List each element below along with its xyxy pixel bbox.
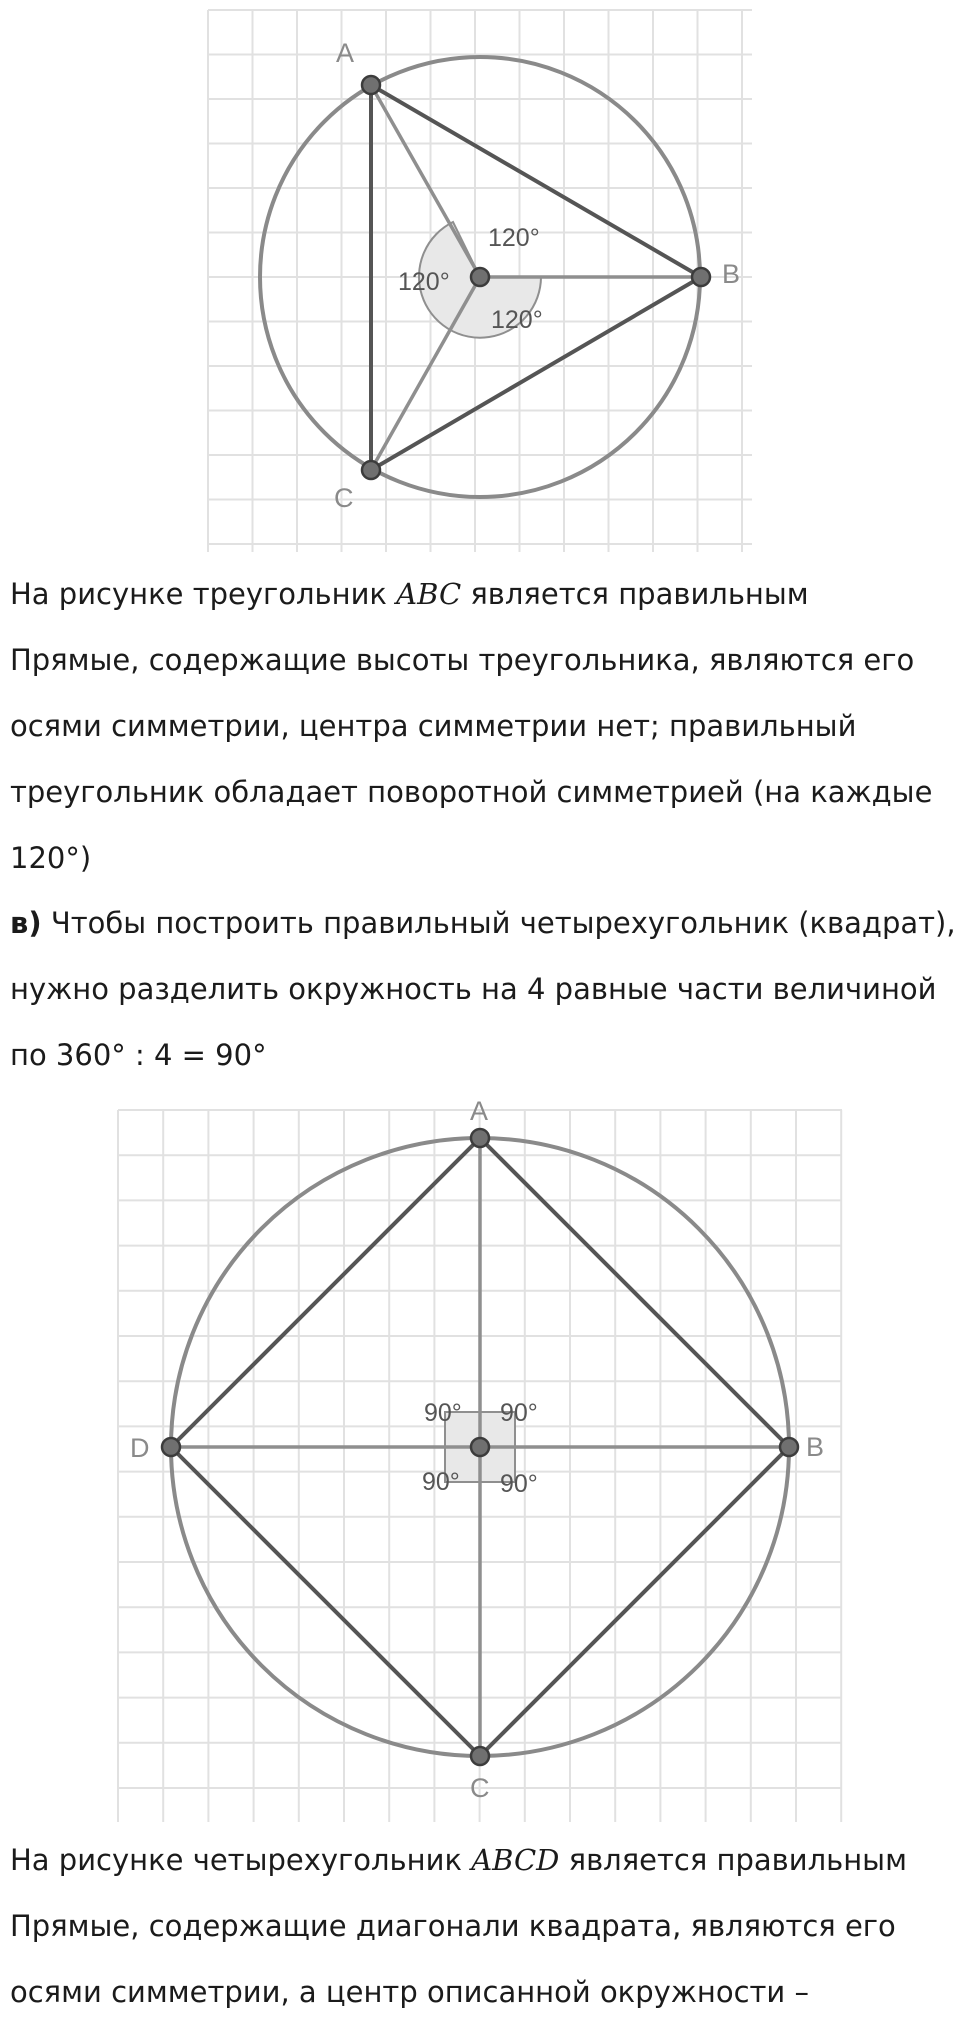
label-c: C [334, 483, 354, 513]
text-line: осями симметрии, центра симметрии нет; правильный [10, 709, 857, 743]
point-a [471, 1129, 489, 1147]
point-b [780, 1438, 798, 1456]
text-line: треугольник обладает поворотной симметрией (на каждые [10, 775, 933, 809]
text-line: Прямые, содержащие высоты треугольника, являются его [10, 643, 915, 677]
label-a: A [470, 1096, 489, 1126]
text-line [10, 890, 955, 956]
point-b [692, 268, 710, 286]
text-fragment: является правильным [461, 577, 809, 611]
angle-label-tl: 90° [424, 1399, 462, 1427]
point-center [471, 268, 489, 286]
point-c [362, 461, 380, 479]
item-marker: в) [10, 906, 42, 940]
text-fragment: является правильным [559, 1843, 907, 1877]
label-b: B [806, 1432, 825, 1462]
label-a: A [336, 38, 355, 68]
text-line: Прямые, содержащие диагонали квадрата, являются его [10, 1909, 896, 1943]
triangle-figure [208, 0, 752, 552]
text-line [10, 1827, 955, 1893]
square-figure [118, 1090, 842, 1822]
point-d [162, 1438, 180, 1456]
text-line: 120°) [10, 841, 92, 875]
text-fragment: Чтобы построить правильный четырехугольник (квадрат), [41, 906, 956, 940]
angle-label-br: 90° [500, 1470, 538, 1498]
label-c: C [470, 1773, 490, 1803]
text-line: по 360° : 4 = 90° [10, 1038, 267, 1072]
text-fragment: На рисунке четырехугольник [10, 1843, 472, 1877]
paragraph-triangle [10, 561, 955, 891]
angle-label-bl: 90° [422, 1468, 460, 1496]
square-diagram [118, 1090, 842, 1822]
label-d: D [130, 1433, 150, 1463]
point-c [471, 1747, 489, 1765]
angle-label-left: 120° [398, 268, 450, 296]
triangle-diagram [208, 0, 752, 552]
angle-label-tr: 90° [500, 1399, 538, 1427]
label-b: B [722, 259, 741, 289]
point-a [362, 76, 380, 94]
math-abc: ABC [396, 577, 462, 611]
text-line [10, 561, 955, 627]
paragraph-square-construction [10, 890, 955, 1088]
angle-label-bottom: 120° [491, 306, 543, 334]
text-line: осями симметрии, а центр описанной окружности – [10, 1975, 810, 2009]
math-abcd: ABCD [471, 1843, 560, 1877]
angle-label-top: 120° [488, 224, 540, 252]
text-fragment: На рисунке треугольник [10, 577, 397, 611]
paragraph-square [10, 1827, 955, 2025]
point-center [471, 1438, 489, 1456]
text-line: нужно разделить окружность на 4 равные части величиной [10, 972, 937, 1006]
